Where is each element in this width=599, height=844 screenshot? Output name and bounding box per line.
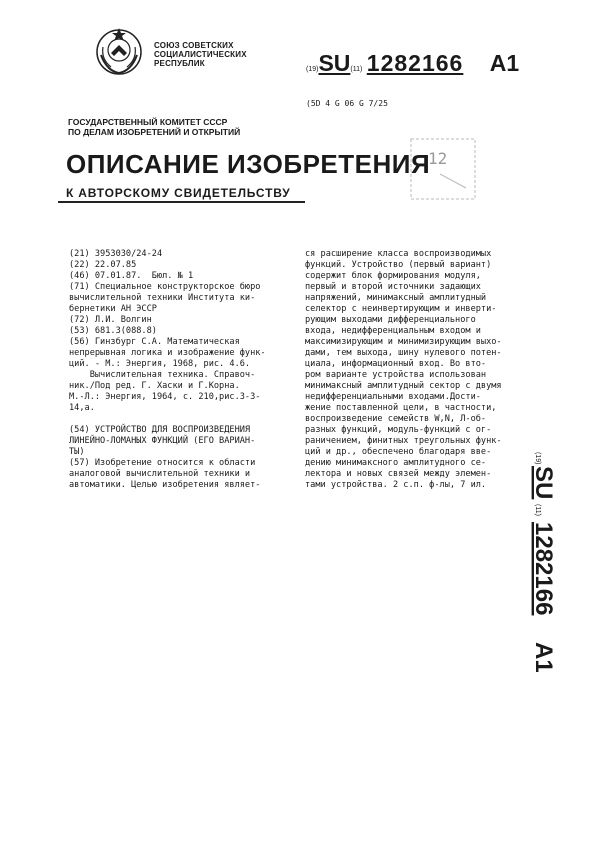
country-line: СОЮЗ СОВЕТСКИХ bbox=[154, 41, 234, 50]
document-number bbox=[306, 50, 519, 77]
bibliographic-line: непрерывная логика и изображение функ- bbox=[69, 348, 266, 358]
abstract-line: жение поставленной цели, в частности, bbox=[305, 403, 497, 413]
abstract-line: недифференциальными входами.Дости- bbox=[305, 392, 481, 402]
code-19: (19) bbox=[306, 66, 319, 73]
abstract-line: минимаксный амплитудный сектор с двумя bbox=[305, 381, 502, 391]
bibliographic-line: Вычислительная техника. Справоч- bbox=[69, 370, 256, 380]
code-11: (11) bbox=[350, 66, 363, 73]
bibliographic-line: 14,а. bbox=[69, 403, 95, 413]
abstract-line: дению минимаксного амплитудного се- bbox=[305, 458, 487, 468]
abstract-line: максимизирующим и минимизирующим выхо- bbox=[305, 337, 502, 347]
kind-code: A1 bbox=[489, 50, 520, 76]
bibliographic-column bbox=[69, 249, 266, 491]
abstract-line: ся расширение класса воспроизводимых bbox=[305, 249, 492, 259]
patent-number: 1282166 bbox=[366, 50, 464, 76]
side-document-number bbox=[526, 452, 566, 682]
country-name bbox=[154, 41, 247, 68]
abstract-line: лектора и новых связей между элемен- bbox=[305, 469, 492, 479]
ipc-classification: (5D 4 G 06 G 7/25 bbox=[306, 99, 388, 108]
abstract-line: функций. Устройство (первый вариант) bbox=[305, 260, 492, 270]
committee-line: ГОСУДАРСТВЕННЫЙ КОМИТЕТ СССР bbox=[68, 117, 228, 127]
abstract-line: содержит блок формирования модуля, bbox=[305, 271, 481, 281]
side-kind-code: A1 bbox=[530, 642, 557, 673]
bibliographic-line: (46) 07.01.87. Бюл. № 1 bbox=[69, 271, 194, 281]
abstract-line: тами устройства. 2 с.п. ф-лы, 7 ил. bbox=[305, 480, 487, 490]
abstract-line: ром варианте устройства использован bbox=[305, 370, 487, 380]
abstract-line: разных функций, модуль-функций с ог- bbox=[305, 425, 492, 435]
library-stamp bbox=[410, 138, 476, 200]
country-line: СОЦИАЛИСТИЧЕСКИХ bbox=[154, 50, 247, 59]
document-title: ОПИСАНИЕ ИЗОБРЕТЕНИЯ bbox=[66, 149, 431, 179]
committee-line: ПО ДЕЛАМ ИЗОБРЕТЕНИЙ И ОТКРЫТИЙ bbox=[68, 127, 241, 137]
bibliographic-line: (56) Гинзбург С.А. Математическая bbox=[69, 337, 240, 347]
bibliographic-line: аналоговой вычислительной техники и bbox=[69, 469, 251, 479]
side-code-19: (19) bbox=[534, 452, 541, 465]
bibliographic-line: (57) Изобретение относится к области bbox=[69, 458, 256, 468]
bibliographic-line: ТЫ) bbox=[69, 447, 85, 457]
bibliographic-line: ций. - М.: Энергия, 1968, рис. 4.6. bbox=[69, 359, 251, 369]
bibliographic-line: ЛИНЕЙНО-ЛОМАНЫХ ФУНКЦИЙ (ЕГО ВАРИАН- bbox=[69, 436, 256, 446]
bibliographic-line: (53) 681.3(088.8) bbox=[69, 326, 157, 336]
abstract-column bbox=[305, 249, 502, 491]
abstract-line: ций и др., обеспечено благодаря вве- bbox=[305, 447, 492, 457]
bibliographic-line bbox=[69, 414, 266, 425]
title-rule bbox=[58, 201, 305, 203]
abstract-line: раничением, финитных треугольных функ- bbox=[305, 436, 502, 446]
abstract-line: рующим выходами дифференциального bbox=[305, 315, 476, 325]
abstract-line: напряжений, минимаксный амплитудный bbox=[305, 293, 487, 303]
bibliographic-line: (22) 22.07.85 bbox=[69, 260, 137, 270]
stamp-text: 12 bbox=[428, 149, 448, 168]
bibliographic-line: (54) УСТРОЙСТВО ДЛЯ ВОСПРОИЗВЕДЕНИЯ bbox=[69, 425, 251, 435]
abstract-line: входа, недифференциальным входом и bbox=[305, 326, 481, 336]
side-country-code: SU bbox=[530, 466, 557, 500]
country-code: SU bbox=[318, 50, 351, 76]
bibliographic-line: бернетики АН ЭССР bbox=[69, 304, 157, 314]
ussr-emblem-icon bbox=[93, 25, 145, 77]
abstract-line: первый и второй источники задающих bbox=[305, 282, 481, 292]
abstract-line: дами, тем выхода, шину нулевого потен- bbox=[305, 348, 502, 358]
abstract-line: воспроизведение семейств W,N, Л-об- bbox=[305, 414, 487, 424]
document-subtitle: К АВТОРСКОМУ СВИДЕТЕЛЬСТВУ bbox=[66, 186, 291, 200]
bibliographic-line: (21) 3953030/24-24 bbox=[69, 249, 163, 259]
bibliographic-line: М.-Л.: Энергия, 1964, с. 210,рис.3-3- bbox=[69, 392, 261, 402]
bibliographic-line: вычислительной техники Института ки- bbox=[69, 293, 256, 303]
abstract-line: селектор с неинвертирующим и инверти- bbox=[305, 304, 497, 314]
committee-name bbox=[68, 117, 240, 137]
abstract-line: циала, информационный вход. Во вто- bbox=[305, 359, 487, 369]
country-line: РЕСПУБЛИК bbox=[154, 59, 205, 68]
bibliographic-line: автоматики. Целью изобретения являет- bbox=[69, 480, 261, 490]
bibliographic-line: (72) Л.И. Волгин bbox=[69, 315, 152, 325]
side-patent-number: 1282166 bbox=[530, 522, 557, 616]
bibliographic-line: (71) Специальное конструкторское бюро bbox=[69, 282, 261, 292]
side-code-11: (11) bbox=[534, 504, 541, 516]
bibliographic-line: ник./Под ред. Г. Хаски и Г.Корна. bbox=[69, 381, 240, 391]
